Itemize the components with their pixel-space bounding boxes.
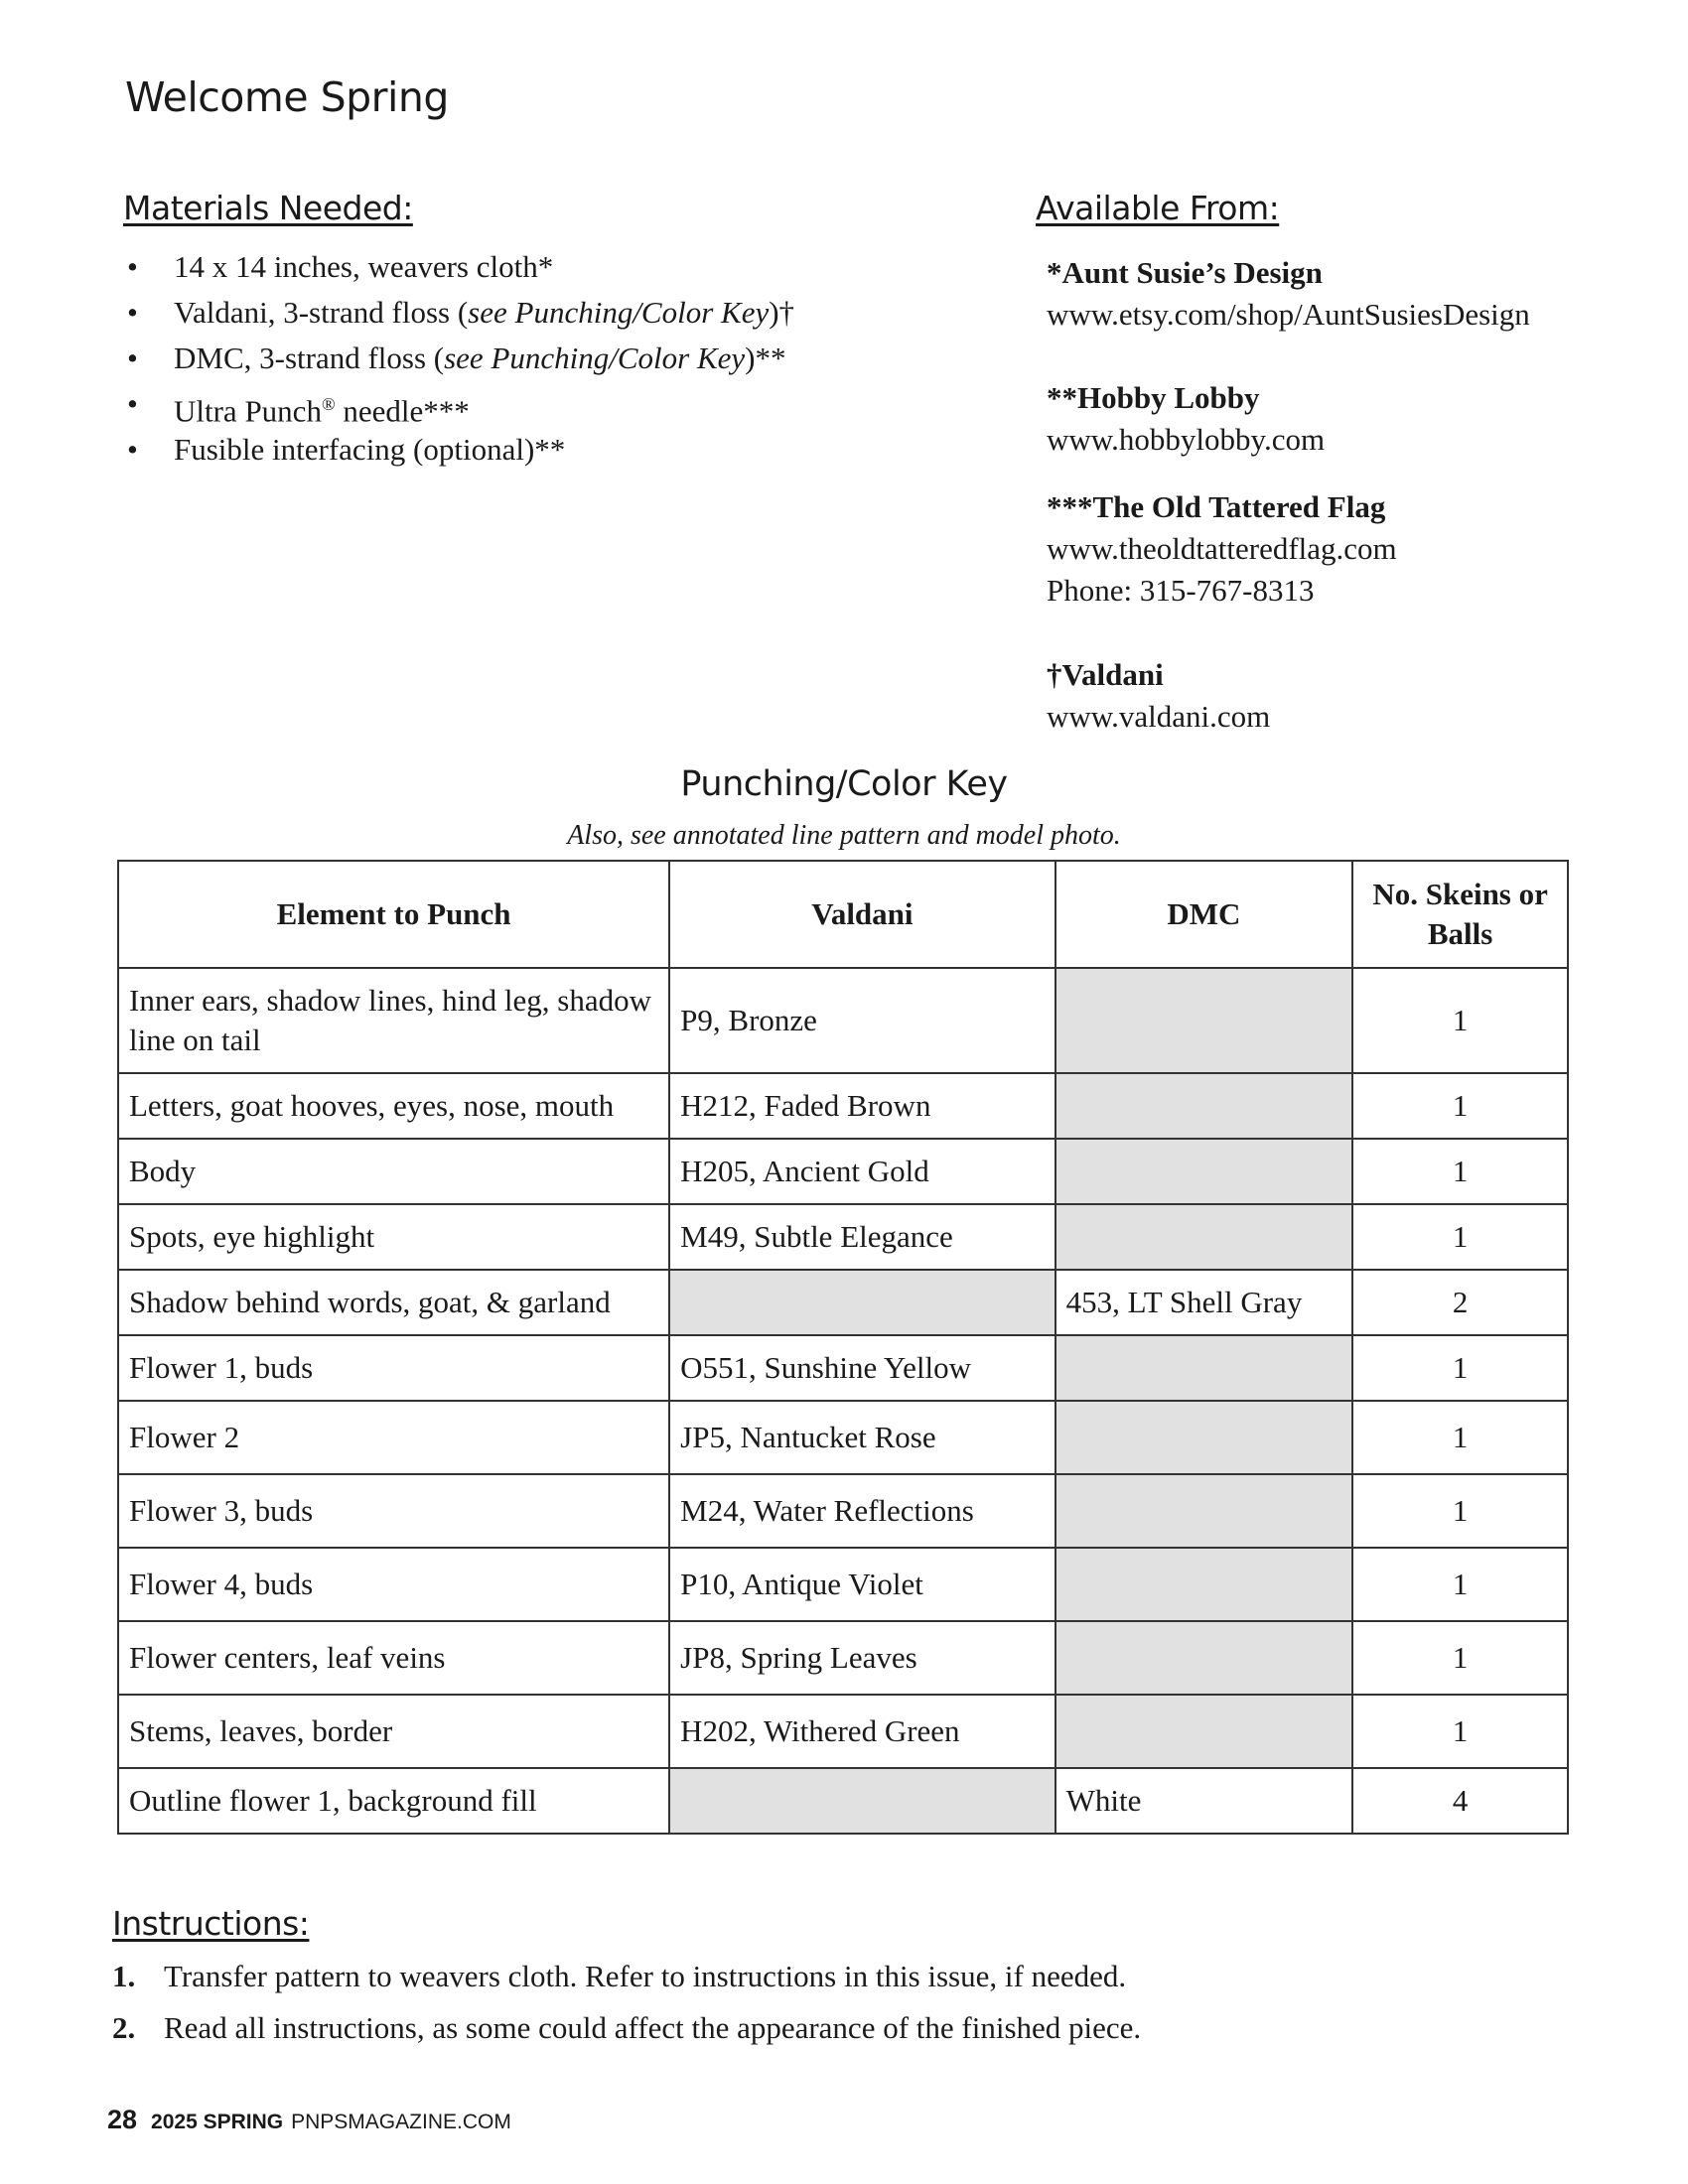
column-header: DMC (1055, 861, 1353, 968)
source-link[interactable]: www.hobbylobby.com (1047, 422, 1326, 457)
cell-dmc: White (1055, 1768, 1353, 1834)
source-old-tattered-flag: ***The Old Tattered Flag www.theoldtatteredflag.com Phone: 315-767-8313 (1047, 486, 1662, 612)
cell-dmc (1055, 1474, 1353, 1548)
page-number: 28 (107, 2105, 138, 2134)
cell-valdani (669, 1768, 1055, 1834)
source-link[interactable]: www.valdani.com (1047, 699, 1271, 734)
table-header-row (118, 861, 1568, 968)
table-row (118, 1073, 1568, 1139)
materials-item: • DMC, 3-strand floss (see Punching/Color Key)** (124, 336, 794, 381)
cell-dmc (1055, 1204, 1353, 1270)
cell-element: Inner ears, shadow lines, hind leg, shadow line on tail (118, 968, 669, 1073)
bullet-icon: • (127, 341, 138, 375)
page-title: Welcome Spring (125, 73, 449, 121)
source-phone: Phone: 315-767-8313 (1047, 573, 1315, 608)
cell-dmc (1055, 1335, 1353, 1401)
table-row (118, 1621, 1568, 1695)
source-link[interactable]: www.etsy.com/shop/AuntSusiesDesign (1047, 297, 1530, 332)
cell-valdani: JP8, Spring Leaves (669, 1621, 1055, 1695)
bullet-icon: • (127, 295, 138, 330)
table-row (118, 1401, 1568, 1474)
source-aunt-susies: *Aunt Susie’s Design www.etsy.com/shop/AuntSusiesDesign (1047, 252, 1662, 336)
table-row (118, 1335, 1568, 1401)
table-row (118, 1270, 1568, 1335)
materials-item: • Valdani, 3-strand floss (see Punching/Color Key)† (124, 290, 794, 336)
materials-item: • Fusible interfacing (optional)** (124, 427, 794, 473)
materials-list (124, 244, 794, 473)
color-key-table (117, 860, 1569, 1835)
cell-valdani (669, 1270, 1055, 1335)
cell-dmc (1055, 968, 1353, 1073)
cell-skeins: 1 (1352, 968, 1568, 1073)
cell-element: Letters, goat hooves, eyes, nose, mouth (118, 1073, 669, 1139)
instruction-step: 1. Transfer pattern to weavers cloth. Refer to instructions in this issue, if needed. (112, 1959, 1127, 1993)
table-row (118, 1695, 1568, 1768)
site-link[interactable]: PNPSMAGAZINE.COM (291, 2111, 511, 2133)
color-key-subheading: Also, see annotated line pattern and model photo. (567, 820, 1121, 851)
cell-skeins: 1 (1352, 1139, 1568, 1204)
bullet-icon: • (127, 249, 138, 284)
cell-skeins: 1 (1352, 1204, 1568, 1270)
cell-element: Stems, leaves, border (118, 1695, 669, 1768)
cell-element: Flower 3, buds (118, 1474, 669, 1548)
cell-skeins: 1 (1352, 1695, 1568, 1768)
cell-dmc (1055, 1621, 1353, 1695)
cell-element: Flower 2 (118, 1401, 669, 1474)
cell-valdani: H202, Withered Green (669, 1695, 1055, 1768)
cell-dmc: 453, LT Shell Gray (1055, 1270, 1353, 1335)
cell-element: Outline flower 1, background fill (118, 1768, 669, 1834)
table-row (118, 1139, 1568, 1204)
cell-skeins: 1 (1352, 1073, 1568, 1139)
instruction-step: 2. Read all instructions, as some could affect the appearance of the finished piece. (112, 2010, 1142, 2045)
cell-element: Flower 1, buds (118, 1335, 669, 1401)
cell-skeins: 2 (1352, 1270, 1568, 1335)
source-link[interactable]: www.theoldtatteredflag.com (1047, 531, 1397, 566)
cell-skeins: 1 (1352, 1401, 1568, 1474)
cell-valdani: JP5, Nantucket Rose (669, 1401, 1055, 1474)
bullet-icon: • (127, 432, 138, 467)
source-hobby-lobby: **Hobby Lobby www.hobbylobby.com (1047, 377, 1662, 461)
cell-valdani: P10, Antique Violet (669, 1548, 1055, 1621)
table-row (118, 1474, 1568, 1548)
column-header: Element to Punch (118, 861, 669, 968)
cell-skeins: 1 (1352, 1621, 1568, 1695)
cell-valdani: H205, Ancient Gold (669, 1139, 1055, 1204)
cell-skeins: 1 (1352, 1335, 1568, 1401)
instructions-heading: Instructions: (112, 1904, 310, 1943)
table-row (118, 1768, 1568, 1834)
cell-skeins: 1 (1352, 1474, 1568, 1548)
table-row (118, 968, 1568, 1073)
cell-element: Flower centers, leaf veins (118, 1621, 669, 1695)
cell-dmc (1055, 1695, 1353, 1768)
bullet-icon: • (127, 386, 138, 421)
cell-valdani: M24, Water Reflections (669, 1474, 1055, 1548)
cell-element: Spots, eye highlight (118, 1204, 669, 1270)
materials-item: • Ultra Punch® needle*** (124, 381, 794, 427)
cell-valdani: H212, Faded Brown (669, 1073, 1055, 1139)
table-row (118, 1548, 1568, 1621)
cell-element: Shadow behind words, goat, & garland (118, 1270, 669, 1335)
cell-dmc (1055, 1401, 1353, 1474)
issue-season: 2025 SPRING (151, 2111, 284, 2133)
available-heading: Available From: (1036, 189, 1280, 227)
cell-valdani: P9, Bronze (669, 968, 1055, 1073)
cell-valdani: O551, Sunshine Yellow (669, 1335, 1055, 1401)
cell-skeins: 4 (1352, 1768, 1568, 1834)
cell-element: Flower 4, buds (118, 1548, 669, 1621)
column-header: No. Skeins or Balls (1352, 861, 1568, 968)
table-row (118, 1204, 1568, 1270)
color-key-heading: Punching/Color Key (680, 764, 1008, 804)
column-header: Valdani (669, 861, 1055, 968)
materials-item: • 14 x 14 inches, weavers cloth* (124, 244, 794, 290)
cell-element: Body (118, 1139, 669, 1204)
cell-skeins: 1 (1352, 1548, 1568, 1621)
source-valdani: †Valdani www.valdani.com (1047, 654, 1662, 738)
instructions-list (112, 1951, 1141, 2054)
page-footer (107, 2105, 511, 2135)
cell-dmc (1055, 1073, 1353, 1139)
cell-dmc (1055, 1548, 1353, 1621)
cell-dmc (1055, 1139, 1353, 1204)
cell-valdani: M49, Subtle Elegance (669, 1204, 1055, 1270)
materials-heading: Materials Needed: (123, 189, 413, 227)
table-body (118, 968, 1568, 1834)
